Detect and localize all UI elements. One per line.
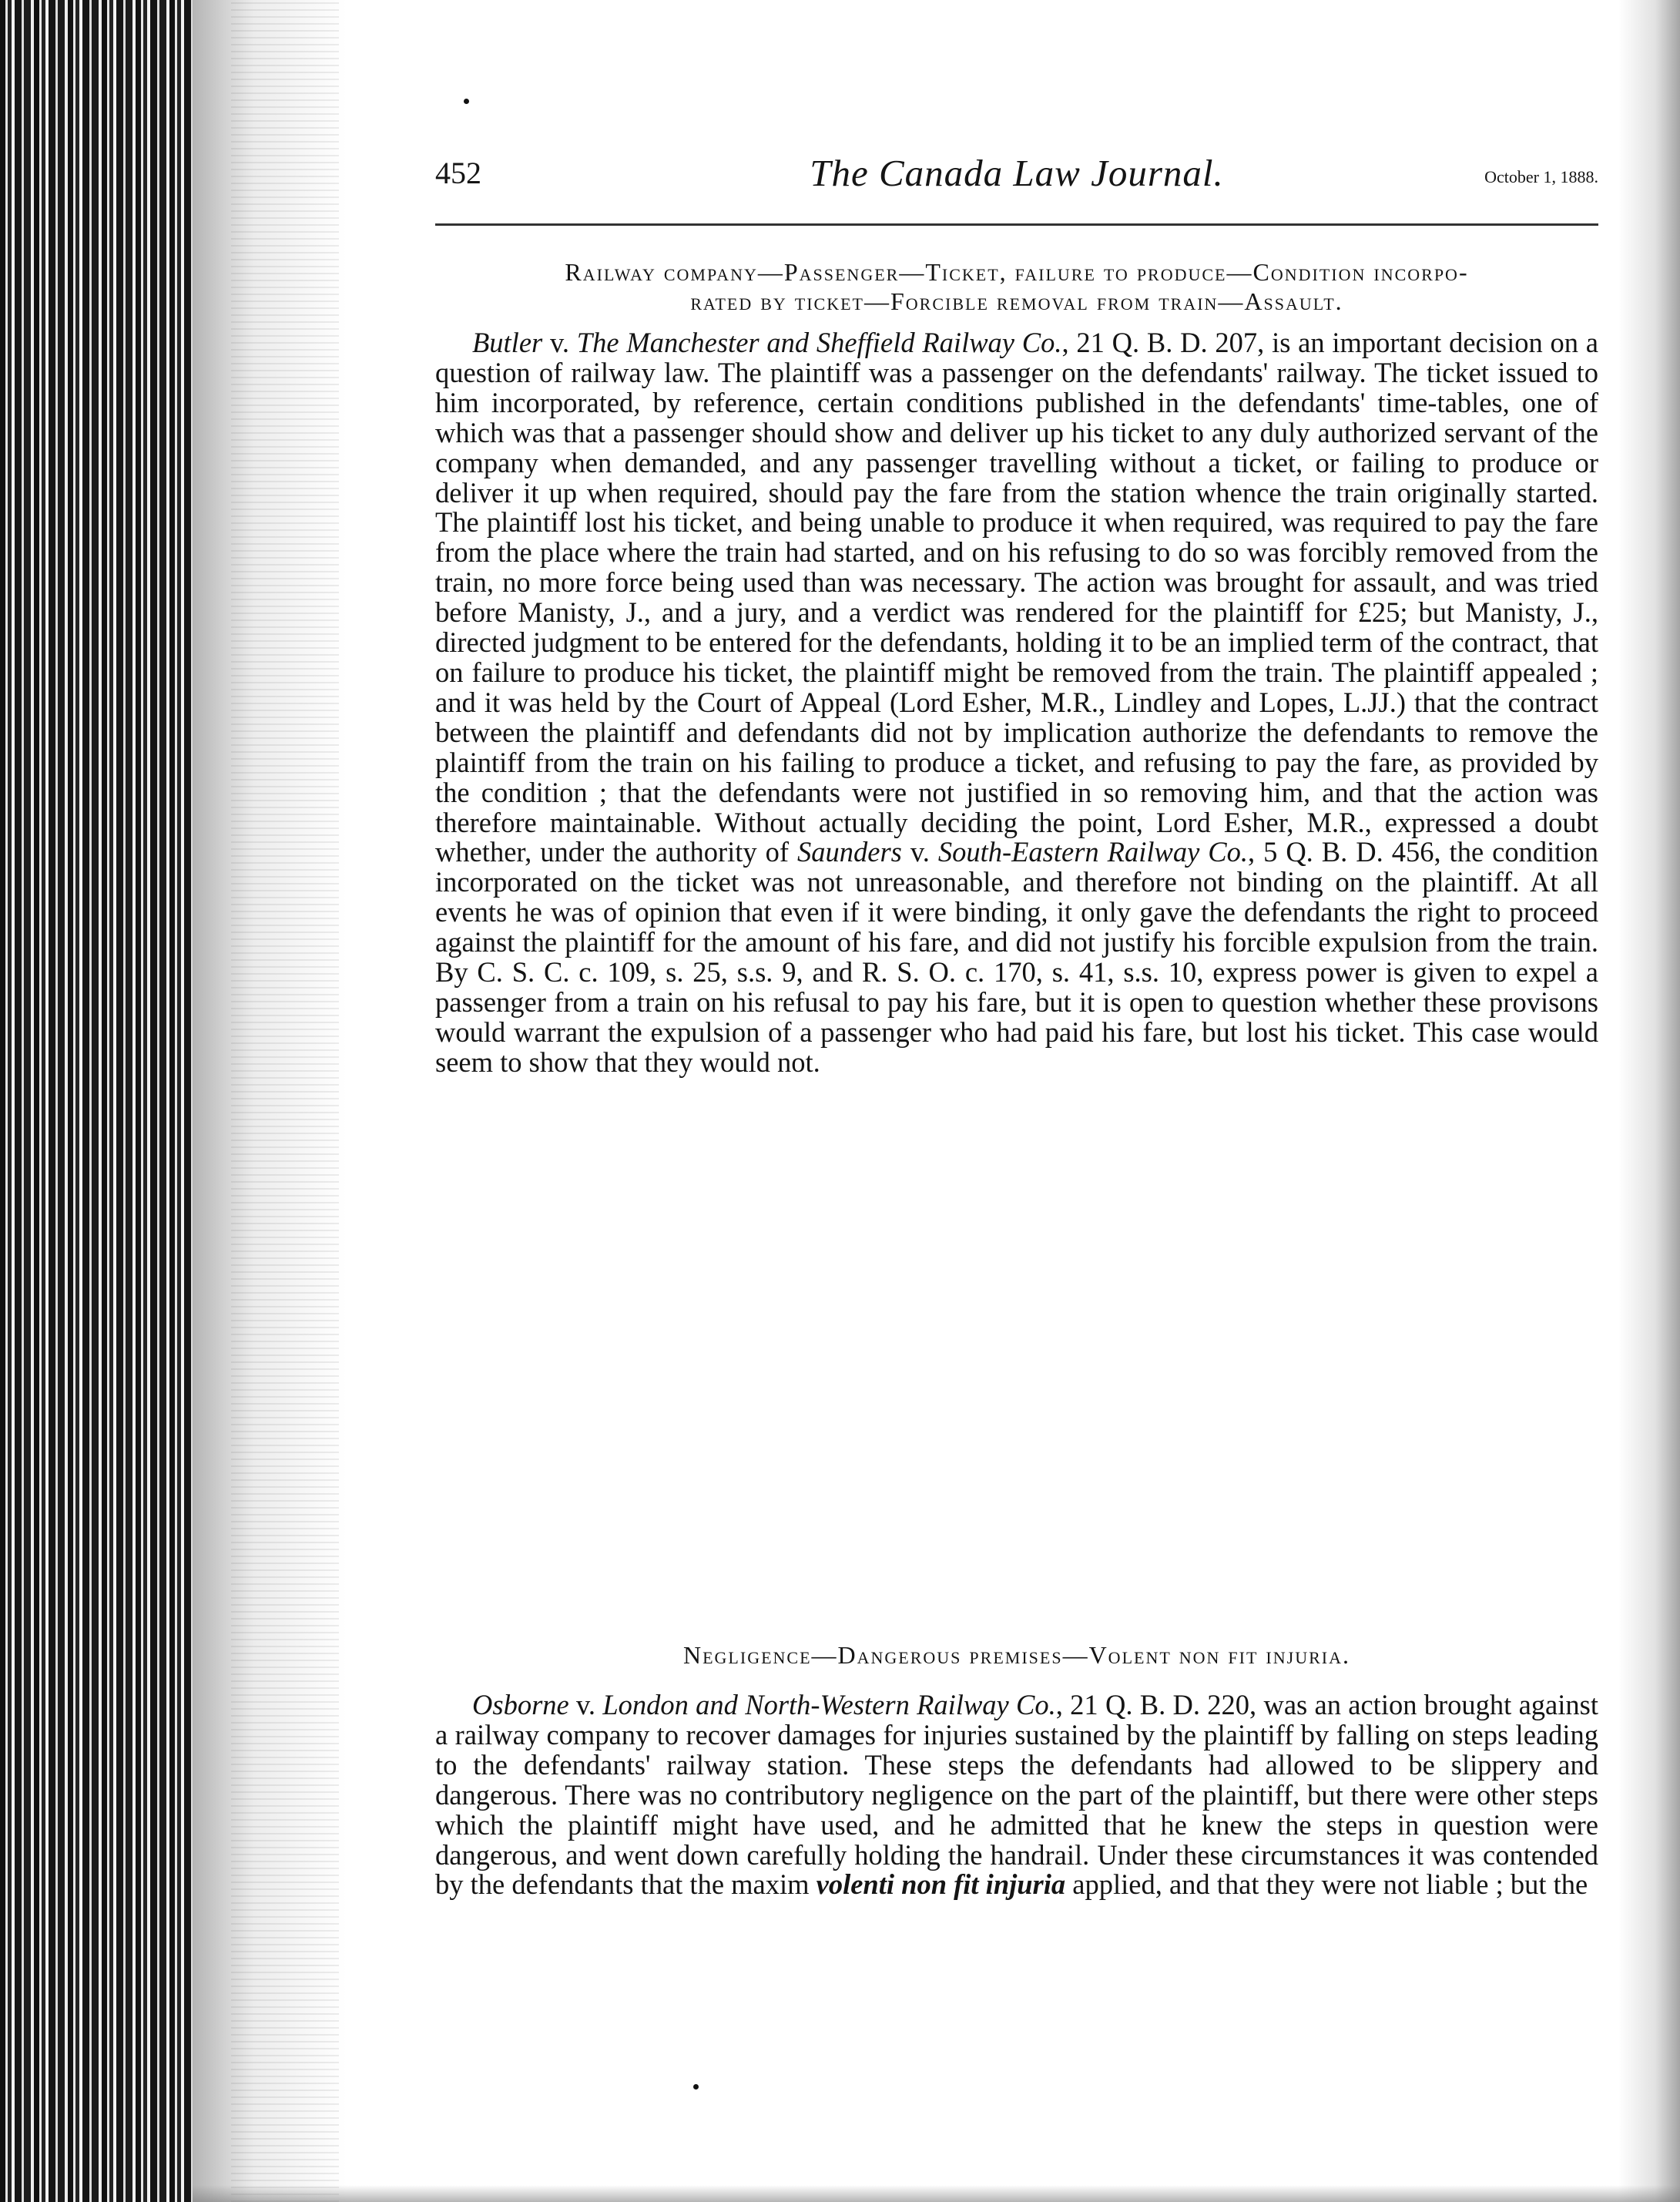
case-note-osborne xyxy=(435,1690,1598,1900)
case-note-text: , 5 Q. B. D. 456, the condition incorporated on the ticket was not unreasonable, and therefore not binding on the plaintiff. At all events he was of opinion that even if it were binding, it only gave the defendants the right to proceed against the plaintiff for the amount of his fare, and did not justify his forcible expulsion from the train. By C. S. C. c. 109, s. 25, s.s. 9, and R. S. O. c. 170, s. 41, s.s. 10, express power is given to expel a passenger from a train on his refusal to pay his fare, but it is open to question whether these provisons would warrant the expulsion of a passenger who had paid his fare, but lost his ticket. This case would seem to show that they would not. xyxy=(435,836,1598,1078)
case-note-text: applied, and that they were not liable ; but the xyxy=(1065,1868,1588,1901)
case-party: Osborne xyxy=(472,1689,569,1720)
journal-title: The Canada Law Journal. xyxy=(810,152,1224,194)
book-binding-gutter xyxy=(0,0,193,2202)
header-rule xyxy=(435,223,1598,226)
cited-case-party: South-Eastern Railway Co. xyxy=(937,836,1248,868)
scan-speckle xyxy=(231,0,339,2202)
section-heading-negligence xyxy=(435,1640,1598,1670)
page-edge-right xyxy=(1618,0,1680,2202)
case-note-text: , 21 Q. B. D. 207, is an important decision on a question of railway law. The plaintiff was a passenger on the defendants' railway. The ticket issued to him incorporated, by reference, certain conditions published in the defendants' time-tables, one of which was that a passenger should show and deliver up his ticket to any duly authorized servant of the company when demanded, and any passenger travelling without a ticket, or failing to produce or deliver it up when required, should pay the fare from the station whence the train originally started. The plaintiff lost his ticket, and being unable to produce it when required, was required to pay the fare from the place where the train had started, and on his refusing to do so was forcibly removed from the train, no more force being used than was necessary. The action was brought for assault, and was tried before Manisty, J., and a jury, and a verdict was rendered for the plaintiff for £25; but Manisty, J., directed judgment to be entered for the defendants, holding it to be an implied term of the contract, that on failure to produce his ticket, the plaintiff might be removed from the train. The plaintiff appealed ; and it was held by the Court of Appeal (Lord Esher, M.R., Lindley and Lopes, L.JJ.) that the contract between the plaintiff and defendants did not by implication authorize the defendants to remove the plaintiff from the train on his failing to produce a ticket, and refusing to pay the fare, as provided by the condition ; that the defendants were not justified in so removing him, and that the action was therefore maintainable. Without actually deciding the point, Lord Esher, M.R., expressed a doubt whether, under the authority of xyxy=(435,327,1598,868)
legal-maxim: volenti non fit injuria xyxy=(816,1868,1066,1901)
cited-case-party: Saunders xyxy=(797,836,902,868)
heading-line: rated by ticket—Forcible removal from train—Assault. xyxy=(690,287,1343,315)
case-party: The Manchester and Sheffield Railway Co. xyxy=(576,327,1062,358)
journal-page xyxy=(435,0,1598,2202)
case-note-butler xyxy=(435,328,1598,1078)
heading-line: Negligence—Dangerous premises—Volent non fit injuria. xyxy=(683,1641,1350,1669)
case-versus: v. xyxy=(568,1689,603,1720)
page-number: 452 xyxy=(435,156,481,190)
case-party: London and North-Western Railway Co. xyxy=(602,1689,1056,1720)
running-header xyxy=(435,151,1598,196)
section-heading-railway xyxy=(435,257,1598,316)
case-versus: v. xyxy=(542,327,577,358)
case-note-text: , 21 Q. B. D. 220, was an action brought against a railway company to recover damages for injuries sustained by the plaintiff by falling on steps leading to the defendants' railway station. These steps the defendants had allowed to be slippery and dangerous. There was no contributory negligence on the part of the plaintiff, but there were other steps which the plaintiff might have used, and he admitted that he knew the steps in question were dangerous, and went down carefully holding the handrail. Under these circumstances it was contended by the defendants that the maxim xyxy=(435,1689,1598,1901)
case-versus: v. xyxy=(901,836,938,868)
case-party: Butler xyxy=(472,327,543,358)
issue-date: October 1, 1888. xyxy=(1484,167,1598,186)
heading-line: Railway company—Passenger—Ticket, failure to produce—Condition incorpo- xyxy=(565,258,1469,286)
